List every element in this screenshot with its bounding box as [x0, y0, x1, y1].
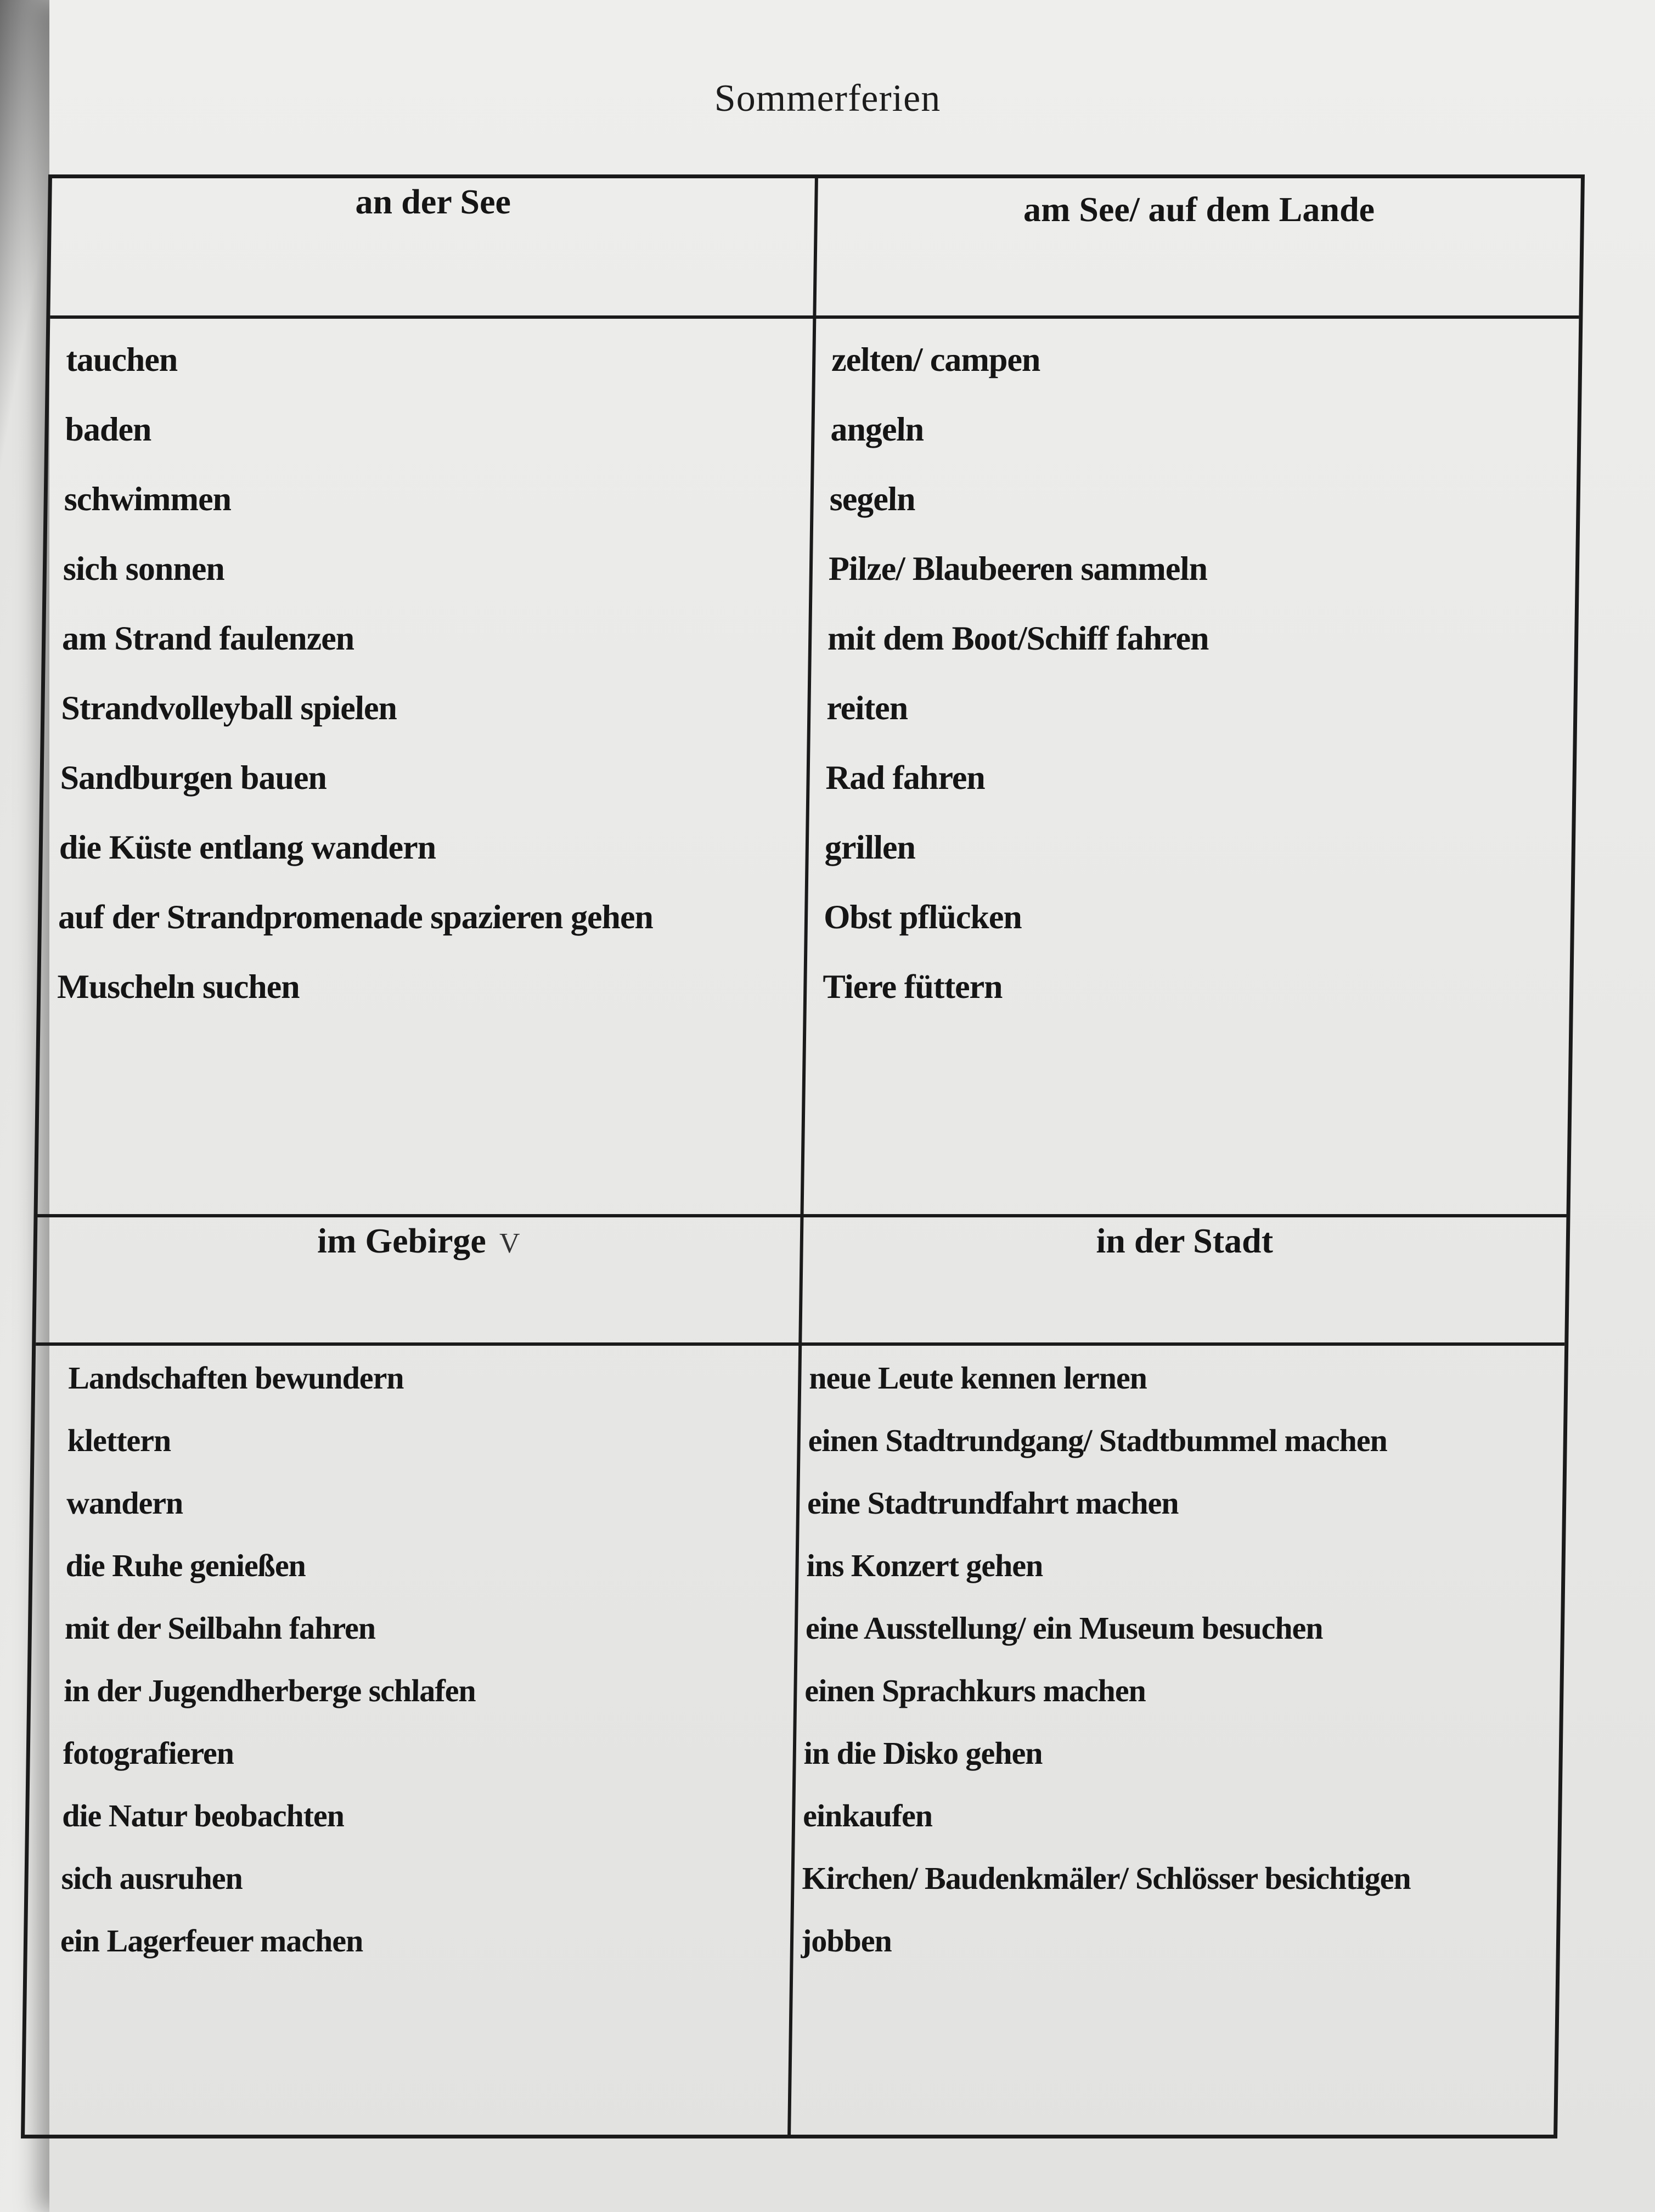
list-item: mit der Seilbahn fahren — [64, 1610, 376, 1646]
list-item: eine Ausstellung/ ein Museum besuchen — [805, 1610, 1324, 1646]
heading-im-gebirge — [37, 1221, 800, 1261]
list-item: die Ruhe genießen — [65, 1548, 306, 1583]
vocabulary-table — [21, 174, 1585, 2138]
list-item: einen Stadtrundgang/ Stadtbummel machen — [808, 1423, 1388, 1458]
list-item: Pilze/ Blaubeeren sammeln — [828, 550, 1208, 588]
heading-in-der-stadt: in der Stadt — [1096, 1221, 1274, 1260]
list-item: in die Disko gehen — [803, 1735, 1043, 1771]
list-item: am Strand faulenzen — [61, 620, 354, 657]
list-item: sich sonnen — [63, 550, 225, 588]
list-item: ins Konzert gehen — [806, 1548, 1043, 1583]
list-item: jobben — [801, 1923, 892, 1959]
list-an-der-see — [57, 325, 661, 1022]
list-im-gebirge — [60, 1347, 480, 1972]
list-item: die Küste entlang wandern — [59, 829, 436, 866]
list-item: eine Stadtrundfahrt machen — [807, 1485, 1179, 1521]
list-item: die Natur beobachten — [61, 1798, 345, 1833]
list-item: segeln — [829, 481, 916, 518]
list-item: klettern — [67, 1423, 171, 1458]
list-item: mit dem Boot/Schiff fahren — [827, 620, 1209, 657]
list-item: baden — [65, 411, 151, 448]
list-item: wandern — [66, 1485, 183, 1521]
list-item: Landschaften bewundern — [67, 1360, 404, 1396]
list-item: angeln — [830, 411, 924, 448]
list-item: Kirchen/ Baudenkmäler/ Schlösser besichtigen — [802, 1860, 1411, 1896]
list-item: Strandvolleyball spielen — [60, 690, 397, 727]
list-item: einen Sprachkurs machen — [804, 1673, 1146, 1708]
list-item: Sandburgen bauen — [60, 759, 327, 797]
header-divider-bottom — [36, 1342, 1564, 1346]
list-item: in der Jugendherberge schlafen — [63, 1673, 476, 1708]
list-item: Tiere füttern — [822, 968, 1003, 1006]
list-item: einkaufen — [802, 1798, 933, 1833]
handwritten-check-mark: V — [499, 1228, 520, 1259]
list-item: Muscheln suchen — [57, 968, 300, 1006]
list-am-see — [822, 325, 1213, 1022]
list-item: reiten — [826, 690, 908, 727]
list-item: ein Lagerfeuer machen — [60, 1923, 363, 1959]
list-item: neue Leute kennen lernen — [808, 1360, 1147, 1396]
heading-an-der-see: an der See — [355, 182, 511, 221]
section-divider — [37, 1214, 1566, 1217]
list-item: fotografieren — [63, 1735, 234, 1771]
list-in-der-stadt — [801, 1347, 1418, 1972]
heading-am-see-auf-dem-lande: am See/ auf dem Lande — [1023, 190, 1375, 229]
list-item: grillen — [824, 829, 916, 866]
list-item: auf der Strandpromenade spazieren gehen — [58, 899, 654, 936]
list-item: zelten/ campen — [831, 341, 1041, 379]
heading-text: im Gebirge — [317, 1221, 487, 1260]
list-item: schwimmen — [64, 481, 232, 518]
list-item: Rad fahren — [825, 759, 986, 797]
list-item: sich ausruhen — [61, 1860, 243, 1896]
header-divider-top — [50, 315, 1579, 319]
list-item: tauchen — [65, 341, 178, 379]
list-item: Obst pflücken — [823, 899, 1022, 936]
page-title: Sommerferien — [714, 77, 941, 120]
